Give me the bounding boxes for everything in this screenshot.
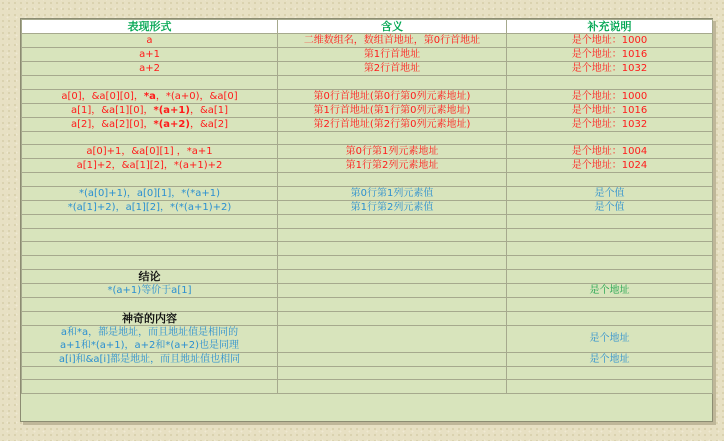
cell-meaning: 第0行第1列元素地址 [278,145,507,159]
cell-expression: a+1 [22,48,278,62]
empty-cell [22,215,278,229]
empty-row [22,297,713,311]
table-row [22,89,713,103]
cell-expression: *(a[0]+1)，a[0][1]，*(*a+1) [22,187,278,201]
empty-cell [22,173,278,187]
magic-description [22,325,278,352]
empty-row [22,228,713,242]
cell-expression [22,89,278,103]
empty-cell [507,76,713,90]
header-note: 补充说明 [507,20,713,34]
header-meaning: 含义 [278,20,507,34]
cell-meaning: 第2行首地址(第2行第0列元素地址) [278,117,507,131]
empty-cell [22,380,278,394]
conclusion-note: 是个地址 [507,283,713,297]
empty-cell [278,76,507,90]
magic-row [22,325,713,352]
magic-description-2: a[i]和&a[i]都是地址，而且地址值也相同 [22,352,278,366]
table-row [22,117,713,131]
cell-note: 是个地址：1024 [507,159,713,173]
magic-title: 神奇的内容 [22,311,278,325]
expr-part: ，*(a+0)，&a[0] [155,90,238,102]
empty-cell [507,269,713,283]
expr-part: a[0]，&a[0][0]， [61,90,144,102]
empty-cell [278,325,507,352]
header-row [22,20,713,34]
empty-cell [278,297,507,311]
table-row [22,62,713,76]
empty-row [22,173,713,187]
cell-meaning: 第0行首地址(第0行第0列元素地址) [278,89,507,103]
cell-meaning: 第0行第1列元素值 [278,187,507,201]
empty-cell [278,256,507,270]
empty-cell [278,352,507,366]
expr-bold-part: *(a+2) [153,118,190,130]
empty-row [22,242,713,256]
empty-cell [507,215,713,229]
cell-meaning: 第1行首地址 [278,48,507,62]
table-row [22,201,713,215]
cell-expression: *(a[1]+2)，a[1][2]，*(*(a+1)+2) [22,201,278,215]
empty-cell [278,173,507,187]
table-row [22,187,713,201]
empty-cell [278,366,507,380]
cell-expression: a [22,34,278,48]
empty-row [22,380,713,394]
empty-cell [278,269,507,283]
cell-note: 是个地址：1032 [507,62,713,76]
empty-cell [278,283,507,297]
spreadsheet-table-container [20,18,713,422]
empty-row [22,366,713,380]
conclusion-expression: *(a+1)等价于a[1] [22,283,278,297]
empty-cell [22,256,278,270]
expr-part: ，&a[2] [189,118,229,130]
cell-meaning: 第1行首地址(第1行第0列元素地址) [278,103,507,117]
table-row [22,34,713,48]
empty-cell [507,131,713,145]
cell-note: 是个地址：1032 [507,117,713,131]
empty-row [22,256,713,270]
empty-cell [22,366,278,380]
empty-cell [278,311,507,325]
cell-note: 是个地址：1004 [507,145,713,159]
cell-meaning: 第1行第2列元素地址 [278,159,507,173]
empty-cell [22,228,278,242]
empty-cell [507,228,713,242]
expr-part: a[2]，&a[2][0]， [70,118,154,130]
cell-expression: a+2 [22,62,278,76]
conclusion-row [22,283,713,297]
empty-cell [507,380,713,394]
magic-line-2: a+1和*(a+1)，a+2和*(a+2)也是同理 [59,339,240,351]
empty-row [22,215,713,229]
empty-cell [22,242,278,256]
empty-row [22,76,713,90]
empty-cell [507,242,713,256]
header-expression: 表现形式 [22,20,278,34]
empty-cell [278,215,507,229]
cell-meaning: 第1行第2列元素值 [278,201,507,215]
magic-title-row [22,311,713,325]
cell-meaning: 第2行首地址 [278,62,507,76]
empty-cell [507,173,713,187]
empty-cell [22,297,278,311]
cell-note: 是个值 [507,201,713,215]
magic-line-1: a和*a，都是地址，而且地址值是相同的 [60,326,239,338]
cell-note: 是个地址：1000 [507,34,713,48]
magic-note-2: 是个地址 [507,352,713,366]
empty-cell [278,228,507,242]
empty-cell [507,311,713,325]
cell-expression: a[1]+2，&a[1][2]，*(a+1)+2 [22,159,278,173]
cell-note: 是个值 [507,187,713,201]
table-row [22,48,713,62]
expr-part: ，&a[1] [189,104,229,116]
table-row [22,145,713,159]
empty-cell [507,297,713,311]
magic-row [22,352,713,366]
cell-note: 是个地址：1016 [507,48,713,62]
table-row [22,159,713,173]
pointer-table [21,19,713,394]
cell-expression [22,103,278,117]
cell-expression [22,117,278,131]
table-row [22,103,713,117]
cell-meaning: 二维数组名，数组首地址，第0行首地址 [278,34,507,48]
empty-cell [278,380,507,394]
empty-cell [22,76,278,90]
empty-cell [507,256,713,270]
empty-cell [507,366,713,380]
conclusion-title: 结论 [22,269,278,283]
expr-part: a[1]，&a[1][0]， [70,104,154,116]
empty-cell [278,131,507,145]
empty-cell [278,242,507,256]
conclusion-title-row [22,269,713,283]
cell-note: 是个地址：1016 [507,103,713,117]
magic-note: 是个地址 [507,325,713,352]
expr-bold-part: *(a+1) [153,104,190,116]
cell-note: 是个地址：1000 [507,89,713,103]
expr-bold-part: *a [143,90,156,102]
cell-expression: a[0]+1，&a[0][1] ，*a+1 [22,145,278,159]
empty-cell [22,131,278,145]
empty-row [22,131,713,145]
